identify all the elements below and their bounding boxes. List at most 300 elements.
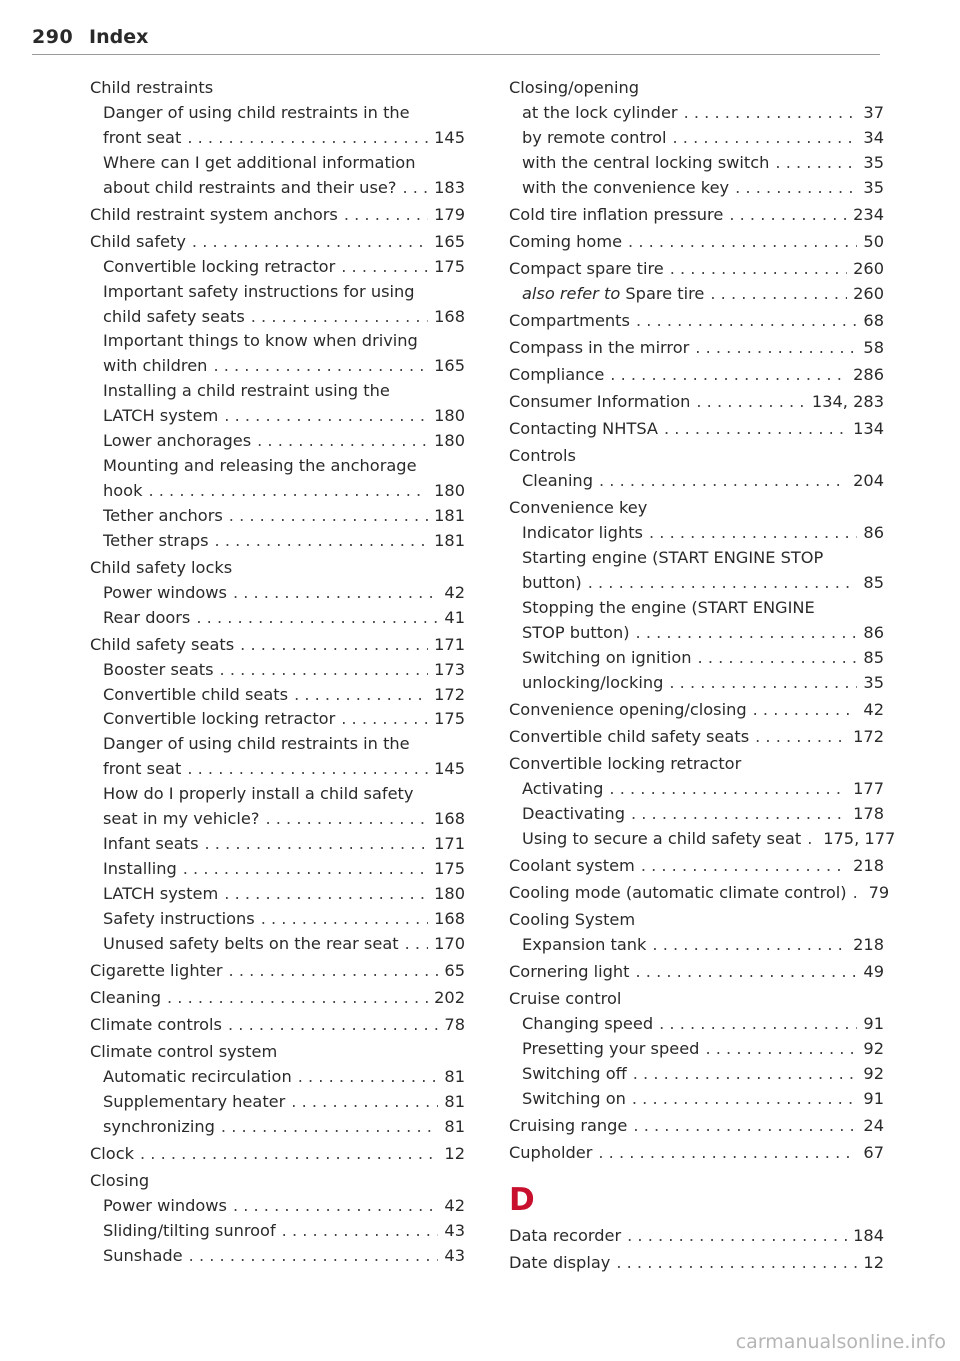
index-subentry[interactable] — [90, 907, 465, 932]
index-subentry[interactable] — [90, 606, 465, 631]
dot-leader — [853, 881, 863, 906]
index-subentry[interactable] — [509, 933, 884, 958]
dot-leader — [695, 336, 857, 361]
index-entry[interactable] — [509, 257, 884, 282]
entry-label — [103, 606, 190, 631]
index-subentry[interactable] — [90, 176, 465, 201]
page-number: 290 — [32, 26, 74, 48]
dot-leader — [636, 621, 858, 646]
page-reference[interactable]: 175, 177 — [823, 828, 896, 848]
page-reference[interactable]: 65 — [444, 960, 465, 980]
dot-leader — [196, 606, 438, 631]
entry-text: Cruising range — [509, 1115, 628, 1135]
index-subentry[interactable] — [90, 932, 465, 957]
index-entry — [509, 76, 884, 101]
entry-label — [522, 1012, 653, 1037]
index-subentry[interactable] — [509, 521, 884, 546]
cross-reference-label: also refer to — [522, 283, 621, 303]
index-entry[interactable] — [90, 203, 465, 228]
entry-label — [509, 444, 576, 469]
entry-label — [522, 521, 643, 546]
index-subentry[interactable] — [509, 777, 884, 802]
page-reference[interactable]: 165 — [434, 356, 465, 376]
entry-label — [103, 329, 418, 354]
page-reference[interactable]: 24 — [863, 1115, 884, 1135]
dot-leader — [341, 255, 428, 280]
index-subentry[interactable] — [509, 671, 884, 696]
dot-leader — [670, 257, 847, 282]
entry-text: Switching off — [522, 1063, 627, 1083]
entry-text: child safety seats — [103, 306, 245, 326]
page-reference[interactable]: 260 — [853, 283, 884, 303]
entry-text: Convertible locking retractor — [509, 754, 742, 773]
entry-text: Tether anchors — [103, 505, 223, 525]
dot-leader — [187, 126, 428, 151]
index-subentry — [90, 379, 465, 404]
page-reference[interactable]: 286 — [853, 365, 884, 385]
page-reference[interactable]: 68 — [863, 310, 884, 330]
page-reference[interactable]: 168 — [434, 809, 465, 829]
entry-label — [90, 633, 234, 658]
entry-label — [522, 101, 678, 126]
index-subentry[interactable] — [509, 176, 884, 201]
entry-text: Rear doors — [103, 607, 191, 627]
entry-text: Compass in the mirror — [509, 338, 690, 357]
page-reference[interactable]: 42 — [444, 582, 465, 602]
page-reference[interactable]: 175 — [434, 256, 465, 276]
entry-text: Convenience opening/closing — [509, 699, 747, 719]
index-entry — [509, 987, 884, 1012]
entry-label — [103, 658, 214, 683]
index-column-left — [90, 76, 465, 1268]
entry-label — [509, 417, 658, 442]
page-reference[interactable]: 12 — [863, 1253, 884, 1273]
entry-label — [90, 556, 232, 581]
dot-leader — [631, 802, 847, 827]
page-reference[interactable]: 234 — [853, 204, 884, 224]
entry-label — [103, 857, 177, 882]
page-reference[interactable]: 67 — [863, 1142, 884, 1162]
page-reference[interactable]: 81 — [444, 1116, 465, 1136]
dot-leader — [140, 1142, 438, 1167]
entry-label — [522, 126, 667, 151]
page-reference[interactable]: 79 — [868, 882, 890, 902]
page-reference[interactable]: 180 — [434, 480, 465, 500]
index-subentry[interactable] — [90, 305, 465, 330]
index-subentry[interactable] — [90, 683, 465, 708]
index-entry — [509, 908, 884, 933]
entry-text: Power windows — [103, 582, 227, 602]
page-reference[interactable]: 35 — [863, 152, 884, 172]
dot-leader — [633, 1062, 858, 1087]
index-subentry[interactable] — [90, 429, 465, 454]
page-reference[interactable]: 42 — [863, 699, 884, 719]
index-entry — [90, 556, 465, 581]
page-reference[interactable]: 92 — [863, 1038, 884, 1058]
dot-leader — [616, 1251, 857, 1276]
entry-label — [522, 933, 646, 958]
index-entry[interactable] — [509, 417, 884, 442]
index-entry[interactable] — [509, 1224, 884, 1249]
page-reference[interactable]: 177 — [853, 778, 884, 798]
index-subentry[interactable] — [90, 658, 465, 683]
page-reference[interactable]: 218 — [853, 934, 884, 954]
index-entry[interactable] — [90, 1142, 465, 1167]
dot-leader — [636, 309, 857, 334]
page-reference[interactable]: 78 — [444, 1014, 465, 1034]
index-entry[interactable] — [509, 1114, 884, 1139]
index-subentry[interactable] — [90, 1194, 465, 1219]
index-subentry[interactable] — [509, 1062, 884, 1087]
entry-text: Climate control system — [90, 1041, 278, 1061]
index-subentry[interactable] — [509, 827, 896, 852]
entry-label — [103, 882, 218, 907]
entry-text: Cruise control — [509, 989, 622, 1009]
entry-text: Changing speed — [522, 1014, 654, 1033]
page-reference[interactable]: 81 — [444, 1066, 465, 1086]
entry-text: Using to secure a child safety seat — [522, 828, 802, 848]
dot-leader — [265, 807, 428, 832]
entry-label — [103, 683, 288, 708]
entry-text: Convertible locking retractor — [103, 709, 336, 729]
index-subentry[interactable] — [509, 126, 884, 151]
index-entry[interactable] — [90, 959, 465, 984]
index-subentry[interactable] — [90, 1244, 465, 1269]
entry-label — [522, 1062, 627, 1087]
entry-label — [522, 546, 823, 571]
page-reference[interactable]: 168 — [434, 908, 465, 928]
entry-text: Automatic recirculation — [103, 1066, 292, 1086]
dot-leader — [291, 1090, 438, 1115]
index-subentry[interactable] — [90, 757, 465, 782]
page-reference[interactable]: 86 — [863, 622, 884, 642]
dot-leader — [233, 581, 438, 606]
entry-label — [90, 1013, 222, 1038]
index-subentry[interactable] — [509, 1087, 884, 1112]
index-subentry[interactable] — [90, 479, 465, 504]
dot-leader — [753, 698, 858, 723]
dot-leader — [664, 417, 847, 442]
index-subentry[interactable] — [90, 807, 465, 832]
page-reference[interactable]: 202 — [434, 987, 465, 1007]
dot-leader — [633, 1114, 857, 1139]
page-reference[interactable]: 145 — [434, 127, 465, 147]
page-reference[interactable]: 91 — [863, 1088, 884, 1108]
dot-leader — [148, 479, 428, 504]
page-reference[interactable]: 37 — [863, 102, 884, 122]
dot-leader — [224, 404, 428, 429]
entry-text: Convenience key — [509, 498, 648, 518]
page-reference[interactable]: 134 — [853, 419, 884, 439]
index-subentry[interactable] — [90, 832, 465, 857]
page-reference[interactable]: 175 — [434, 858, 465, 878]
dot-leader — [229, 504, 428, 529]
entry-label — [103, 1065, 292, 1090]
page-reference[interactable]: 41 — [444, 607, 465, 627]
entry-text: Cleaning — [90, 987, 161, 1007]
index-entry[interactable] — [509, 1251, 884, 1276]
dot-leader — [710, 282, 847, 307]
entry-label — [509, 257, 664, 282]
index-entry — [90, 1040, 465, 1065]
page-reference[interactable]: 184 — [853, 1226, 884, 1245]
entry-text: Cooling mode (automatic climate control) — [509, 882, 847, 902]
index-subentry[interactable] — [90, 857, 465, 882]
index-subentry[interactable] — [90, 404, 465, 429]
index-subentry[interactable] — [90, 882, 465, 907]
entry-text: front seat — [103, 759, 182, 779]
index-subentry[interactable] — [509, 151, 884, 176]
entry-label — [90, 203, 338, 228]
dot-leader — [205, 832, 429, 857]
index-subentry[interactable] — [90, 707, 465, 732]
page-reference[interactable]: 218 — [853, 855, 884, 875]
entry-text: Coolant system — [509, 855, 635, 875]
entry-label — [509, 881, 847, 906]
entry-text: Child safety — [90, 231, 186, 251]
index-entry[interactable] — [509, 309, 884, 334]
entry-text: Presetting your speed — [522, 1038, 700, 1058]
index-subentry[interactable] — [509, 802, 884, 827]
entry-label — [522, 151, 769, 176]
dot-leader — [344, 203, 428, 228]
page-reference[interactable]: 134, 283 — [811, 392, 884, 412]
dot-leader — [402, 176, 428, 201]
page-reference[interactable]: 12 — [444, 1143, 465, 1163]
index-subentry — [90, 280, 465, 305]
index-subentry[interactable] — [509, 621, 884, 646]
entry-text: Lower anchorages — [103, 431, 252, 451]
page-reference[interactable]: 178 — [853, 803, 884, 823]
dot-leader — [167, 986, 428, 1011]
entry-text: Data recorder — [509, 1226, 622, 1245]
entry-text: with children — [103, 356, 208, 376]
entry-text: Activating — [522, 778, 604, 798]
entry-text: Stopping the engine (START ENGINE — [522, 598, 815, 617]
entry-text: LATCH system — [103, 406, 219, 426]
dot-leader — [599, 469, 847, 494]
dot-leader — [735, 176, 857, 201]
entry-label — [522, 596, 815, 621]
page-reference[interactable]: 58 — [863, 338, 884, 357]
index-entry[interactable] — [509, 390, 884, 415]
index-entry[interactable] — [90, 633, 465, 658]
entry-label — [509, 1114, 627, 1139]
index-entry[interactable] — [90, 986, 465, 1011]
dot-leader — [229, 959, 439, 984]
dot-leader — [696, 390, 806, 415]
page-reference[interactable]: 43 — [444, 1220, 465, 1240]
entry-label — [509, 76, 639, 101]
entry-text: Climate controls — [90, 1014, 222, 1034]
dot-leader — [294, 683, 428, 708]
entry-text: front seat — [103, 127, 182, 147]
entry-text: about child restraints and their use? — [103, 177, 397, 197]
page-reference[interactable]: 50 — [863, 231, 884, 251]
index-entry[interactable] — [509, 854, 884, 879]
entry-label — [103, 255, 335, 280]
dot-leader — [588, 571, 858, 596]
entry-label — [103, 454, 417, 479]
entry-text: Date display — [509, 1253, 611, 1273]
page-reference[interactable]: 85 — [863, 647, 884, 667]
entry-label — [103, 832, 199, 857]
entry-label — [90, 76, 213, 101]
entry-label — [509, 230, 622, 255]
dot-leader — [220, 658, 429, 683]
page-reference[interactable]: 42 — [444, 1195, 465, 1215]
entry-text: Tether straps — [103, 530, 209, 550]
index-entry[interactable] — [509, 698, 884, 723]
entry-text: Convertible child safety seats — [509, 726, 750, 746]
entry-text: Closing — [90, 1170, 150, 1190]
entry-label — [522, 469, 593, 494]
entry-text: Convertible locking retractor — [103, 256, 336, 276]
page-reference[interactable]: 85 — [863, 573, 884, 593]
index-subentry[interactable] — [90, 581, 465, 606]
index-entry[interactable] — [509, 336, 884, 361]
page-reference[interactable]: 35 — [863, 672, 884, 692]
entry-label — [509, 725, 749, 750]
page-reference[interactable]: 175 — [434, 709, 465, 729]
page-reference[interactable]: 172 — [853, 726, 884, 746]
entry-text: LATCH system — [103, 883, 219, 903]
entry-text: Consumer Information — [509, 392, 691, 412]
dot-leader — [240, 633, 428, 658]
page-reference[interactable]: 168 — [434, 306, 465, 326]
index-subentry[interactable] — [509, 571, 884, 596]
index-entry[interactable] — [509, 725, 884, 750]
dot-leader — [673, 126, 858, 151]
index-subentry[interactable] — [90, 504, 465, 529]
index-entry[interactable] — [90, 1013, 465, 1038]
entry-label — [103, 732, 410, 757]
index-subentry[interactable] — [90, 255, 465, 280]
entry-text: Infant seats — [103, 833, 199, 853]
entry-text: with the central locking switch — [522, 152, 770, 172]
page-reference[interactable]: 170 — [434, 933, 465, 953]
index-entry[interactable] — [509, 203, 884, 228]
index-entry[interactable] — [509, 881, 890, 906]
page-reference[interactable]: 183 — [434, 177, 465, 197]
page-reference[interactable]: 173 — [434, 659, 465, 679]
entry-label — [522, 1087, 626, 1112]
page-reference[interactable]: 171 — [434, 634, 465, 654]
entry-label — [103, 782, 413, 807]
index-subentry[interactable] — [90, 354, 465, 379]
page-reference[interactable]: 165 — [434, 231, 465, 251]
entry-text: at the lock cylinder — [522, 102, 678, 122]
dot-leader — [729, 203, 847, 228]
entry-text: Indicator lights — [522, 523, 643, 543]
index-letter-heading: D — [509, 1181, 535, 1218]
page-reference[interactable]: 92 — [863, 1063, 884, 1083]
page-reference[interactable]: 172 — [434, 684, 465, 704]
entry-label — [103, 757, 181, 782]
page-reference[interactable]: 49 — [863, 962, 884, 981]
page-reference[interactable]: 180 — [434, 883, 465, 903]
dot-leader — [187, 757, 428, 782]
page-reference[interactable]: 91 — [863, 1014, 884, 1033]
index-subentry[interactable] — [90, 126, 465, 151]
entry-text: Danger of using child restraints in the — [103, 102, 410, 122]
entry-label — [103, 151, 415, 176]
page-reference[interactable]: 86 — [863, 523, 884, 543]
page-reference[interactable]: 81 — [444, 1091, 465, 1111]
dot-leader — [775, 151, 857, 176]
index-subentry[interactable] — [90, 529, 465, 554]
page-reference[interactable]: 181 — [434, 505, 465, 525]
entry-label — [509, 1224, 621, 1249]
index-entry[interactable] — [509, 960, 884, 985]
index-subentry[interactable] — [90, 1219, 465, 1244]
index-subentry — [90, 329, 465, 354]
entry-text: Cleaning — [522, 471, 593, 491]
page-reference[interactable]: 34 — [863, 127, 884, 147]
page-reference[interactable]: 145 — [434, 759, 465, 779]
entry-label — [103, 1090, 285, 1115]
index-subentry[interactable] — [509, 646, 884, 671]
page-reference[interactable]: 35 — [863, 177, 884, 197]
entry-text: Contacting NHTSA — [509, 419, 658, 439]
index-subentry[interactable] — [509, 101, 884, 126]
dot-leader — [213, 354, 428, 379]
page-reference[interactable]: 179 — [434, 204, 465, 224]
entry-label — [522, 176, 729, 201]
page-reference[interactable]: 180 — [434, 406, 465, 426]
index-entry[interactable] — [509, 1141, 884, 1166]
entry-label — [509, 390, 690, 415]
page-reference[interactable]: 260 — [853, 258, 884, 278]
dot-leader — [233, 1194, 438, 1219]
index-subentry[interactable] — [90, 1115, 465, 1140]
entry-text: Switching on ignition — [522, 647, 692, 667]
entry-label — [103, 479, 142, 504]
entry-text: Sliding/tilting sunroof — [103, 1220, 276, 1240]
dot-leader — [251, 305, 428, 330]
entry-text: Supplementary heater — [103, 1091, 286, 1111]
index-entry[interactable] — [509, 363, 884, 388]
entry-label — [522, 621, 630, 646]
page-reference[interactable]: 180 — [434, 431, 465, 451]
index-subentry[interactable] — [509, 282, 884, 307]
page-reference[interactable]: 43 — [444, 1245, 465, 1265]
entry-text: hook — [103, 480, 143, 500]
index-subentry[interactable] — [509, 1037, 884, 1062]
page-reference[interactable]: 171 — [434, 833, 465, 853]
entry-text: Starting engine (START ENGINE STOP — [522, 548, 824, 568]
index-subentry[interactable] — [509, 1012, 884, 1037]
entry-label — [509, 960, 630, 985]
dot-leader — [183, 857, 428, 882]
page-reference[interactable]: 181 — [434, 530, 465, 550]
dot-leader — [807, 827, 817, 852]
entry-text: Cupholder — [509, 1142, 593, 1162]
entry-text: Cooling System — [509, 910, 636, 929]
index-subentry — [90, 151, 465, 176]
dot-leader — [221, 1115, 438, 1140]
index-subentry[interactable] — [509, 469, 884, 494]
entry-text: Mounting and releasing the anchorage — [103, 455, 417, 475]
entry-label — [90, 1169, 149, 1194]
index-entry[interactable] — [90, 230, 465, 255]
entry-text: Sunshade — [103, 1245, 183, 1265]
entry-text: Coming home — [509, 231, 623, 251]
index-subentry[interactable] — [90, 1090, 465, 1115]
page-reference[interactable]: 204 — [853, 471, 884, 491]
index-subentry[interactable] — [90, 1065, 465, 1090]
index-entry[interactable] — [509, 230, 884, 255]
